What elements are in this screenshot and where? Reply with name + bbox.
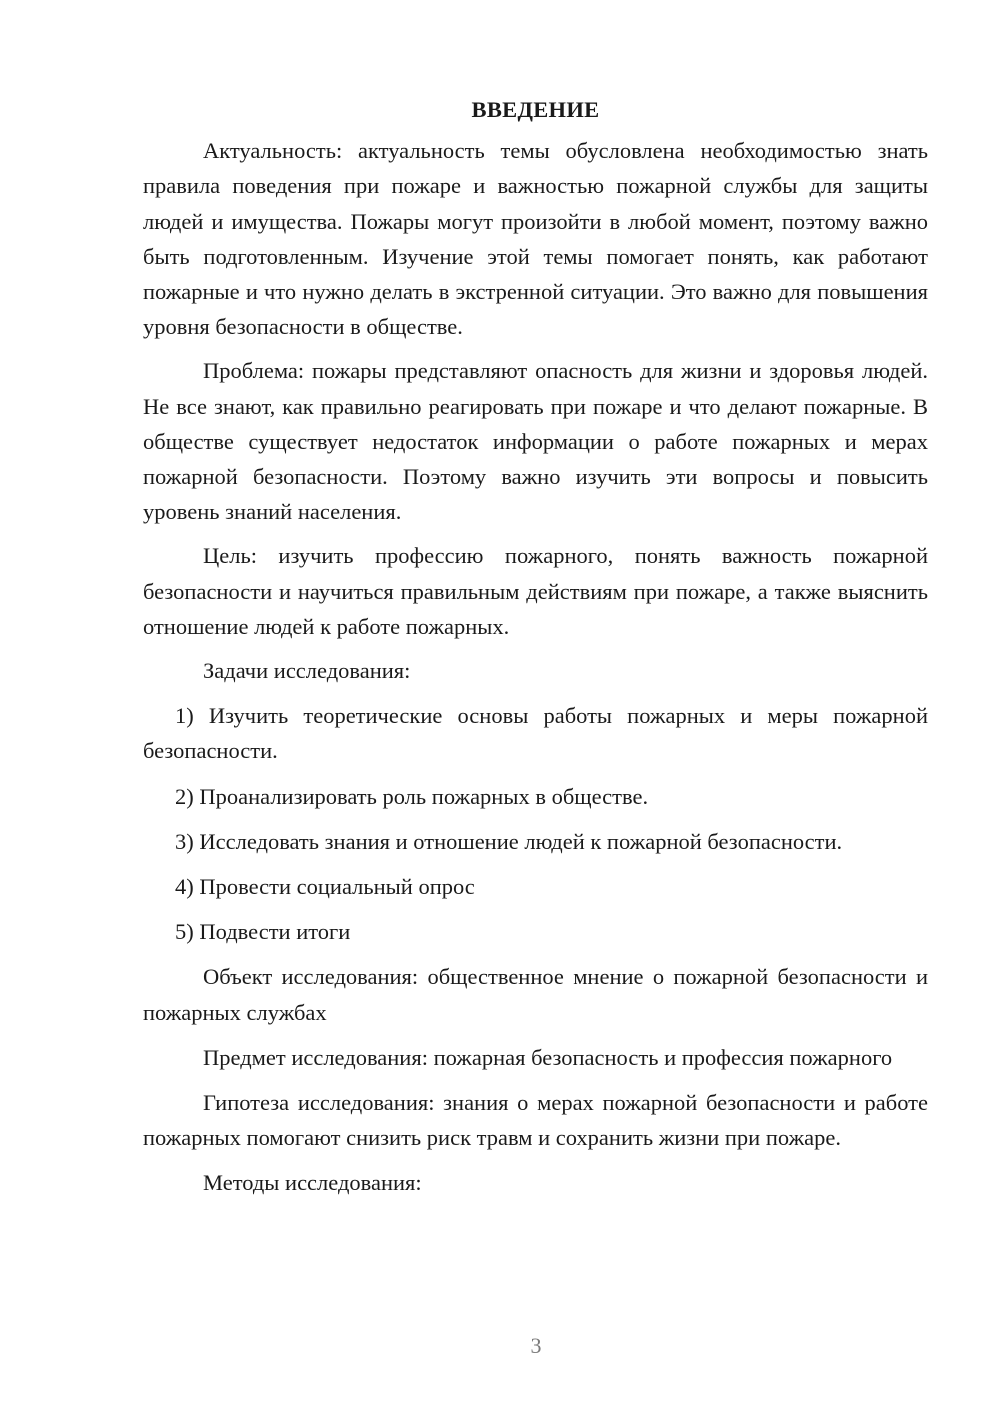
subject-paragraph: Предмет исследования: пожарная безопасность и профессия пожарного [203,1044,893,1070]
document-page [143,92,928,1211]
problem-paragraph: Проблема: пожары представляют опасность для жизни и здоровья людей. Не все знают, как правильно реагировать при пожаре и что делают пожарные. В обществе существует недостаток информации о работе пожарных и мерах пожарной безопасности. Поэтому важно изучить эти вопросы и повысить уровень знаний населения. [143,358,928,525]
task-item: 1) Изучить теоретические основы работы пожарных и меры пожарной безопасности. [143,703,928,764]
tasks-heading: Задачи исследования: [203,658,411,684]
task-item: 4) Провести социальный опрос [175,874,475,900]
object-paragraph: Объект исследования: общественное мнение о пожарной безопасности и пожарных службах [143,964,928,1025]
hypothesis-paragraph: Гипотеза исследования: знания о мерах пожарной безопасности и работе пожарных помогают снизить риск травм и сохранить жизни при пожаре. [143,1090,928,1151]
page-title: ВВЕДЕНИЕ [471,97,600,122]
goal-paragraph: Цель: изучить профессию пожарного, понять важность пожарной безопасности и научиться правильным действиям при пожаре, а также выяснить отношение людей к работе пожарных. [143,543,928,639]
task-item: 2) Проанализировать роль пожарных в обществе. [175,783,649,809]
task-item: 5) Подвести итоги [175,919,351,945]
methods-heading: Методы исследования: [203,1170,422,1196]
relevance-paragraph: Актуальность: актуальность темы обусловлена необходимостью знать правила поведения при пожаре и важностью пожарной службы для защиты людей и имущества. Пожары могут произойти в любой момент, поэтому важно быть подготовленным. Изучение этой темы помогает понять, как работают пожарные и что нужно делать в экстренной ситуации. Это важно для повышения уровня безопасности в обществе. [143,138,928,340]
page-number: 3 [530,1333,542,1358]
task-item: 3) Исследовать знания и отношение людей к пожарной безопасности. [175,828,843,854]
